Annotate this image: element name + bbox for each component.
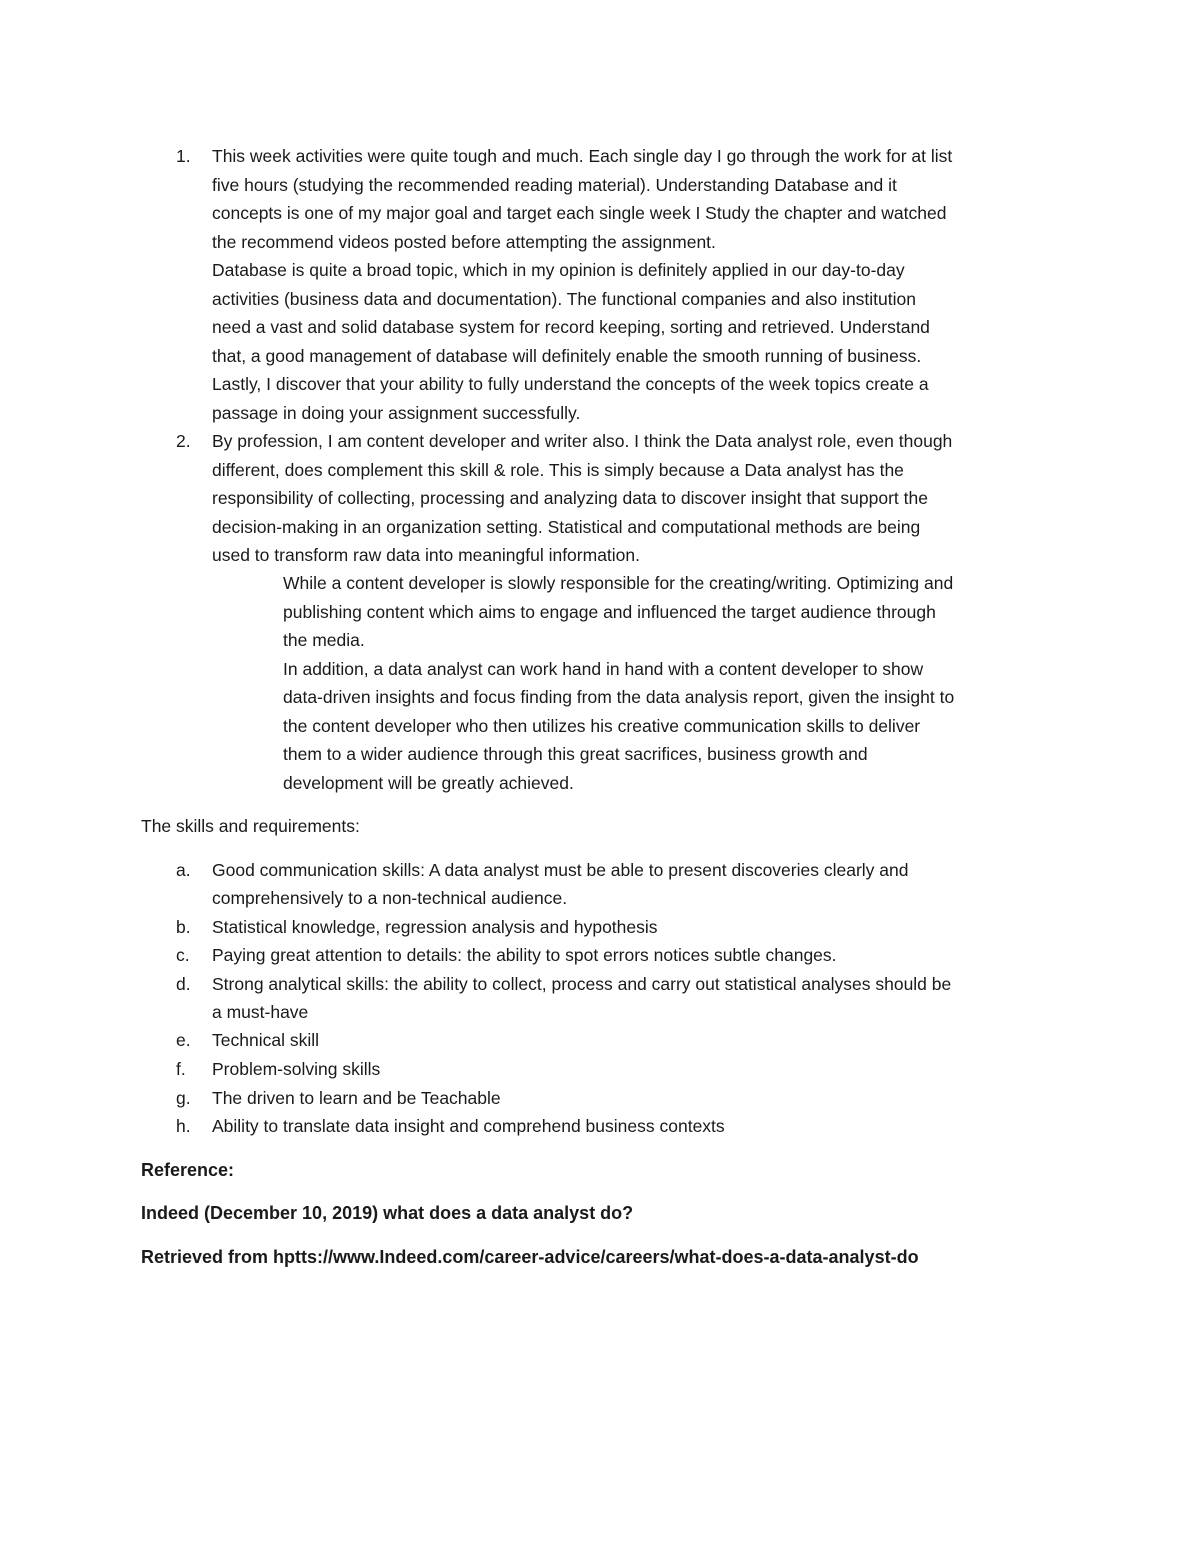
list-item-line: Technical skill: [212, 1030, 319, 1050]
list-item-line: Paying great attention to details: the ability to spot errors notices subtle changes.: [212, 945, 837, 965]
indented-paragraph-line: the content developer who then utilizes his creative communication skills to deliver: [283, 716, 921, 736]
paragraph-line: need a vast and solid database system for record keeping, sorting and retrieved. Understand: [212, 317, 930, 337]
indented-paragraph-line: them to a wider audience through this great sacrifices, business growth and: [283, 744, 868, 764]
list-item-line: Good communication skills: A data analyst must be able to present discoveries clearly and: [212, 860, 909, 880]
indented-paragraph-line: data-driven insights and focus finding from the data analysis report, given the insight to: [283, 687, 955, 707]
list-marker: g.: [176, 1088, 191, 1108]
indented-paragraph-line: development will be greatly achieved.: [283, 773, 574, 793]
list-item-line: Ability to translate data insight and comprehend business contexts: [212, 1116, 725, 1136]
list-marker: c.: [176, 945, 190, 965]
reference-citation: Indeed (December 10, 2019) what does a data analyst do?: [141, 1203, 634, 1223]
list-marker: f.: [176, 1059, 186, 1079]
paragraph-line: activities (business data and documentation). The functional companies and also institution: [212, 289, 916, 309]
list-item-line: Statistical knowledge, regression analysis and hypothesis: [212, 917, 658, 937]
reference-retrieved: Retrieved from hptts://www.Indeed.com/career-advice/careers/what-does-a-data-analyst-do: [141, 1247, 919, 1267]
indented-paragraph-line: In addition, a data analyst can work hand in hand with a content developer to show: [283, 659, 924, 679]
indented-paragraph-line: the media.: [283, 630, 365, 650]
section-heading: The skills and requirements:: [141, 816, 360, 836]
paragraph-line: that, a good management of database will definitely enable the smooth running of business.: [212, 346, 922, 366]
list-marker: a.: [176, 860, 191, 880]
paragraph-line: decision-making in an organization setting. Statistical and computational methods are being: [212, 517, 921, 537]
list-item-line: Strong analytical skills: the ability to collect, process and carry out statistical analyses should be: [212, 974, 952, 994]
list-item-line: comprehensively to a non-technical audience.: [212, 888, 568, 908]
paragraph-line: different, does complement this skill & role. This is simply because a Data analyst has the: [212, 460, 904, 480]
paragraph-line: the recommend videos posted before attempting the assignment.: [212, 232, 716, 252]
list-marker: h.: [176, 1116, 191, 1136]
paragraph-line: passage in doing your assignment successfully.: [212, 403, 581, 423]
list-item-line: Problem-solving skills: [212, 1059, 381, 1079]
list-marker: 1.: [176, 146, 191, 166]
paragraph-line: Database is quite a broad topic, which in my opinion is definitely applied in our day-to-day: [212, 260, 905, 280]
list-marker: e.: [176, 1030, 191, 1050]
paragraph-line: responsibility of collecting, processing and analyzing data to discover insight that support the: [212, 488, 928, 508]
list-marker: b.: [176, 917, 191, 937]
indented-paragraph-line: While a content developer is slowly responsible for the creating/writing. Optimizing and: [283, 573, 954, 593]
list-item-line: The driven to learn and be Teachable: [212, 1088, 501, 1108]
list-marker: 2.: [176, 431, 191, 451]
list-marker: d.: [176, 974, 191, 994]
list-item-line: a must-have: [212, 1002, 309, 1022]
paragraph-line: Lastly, I discover that your ability to fully understand the concepts of the week topics create a: [212, 374, 929, 394]
reference-heading: Reference:: [141, 1160, 235, 1180]
paragraph-line: This week activities were quite tough and much. Each single day I go through the work for at list: [212, 146, 953, 166]
paragraph-line: five hours (studying the recommended reading material). Understanding Database and it: [212, 175, 897, 195]
paragraph-line: used to transform raw data into meaningful information.: [212, 545, 640, 565]
indented-paragraph-line: publishing content which aims to engage and influenced the target audience through: [283, 602, 936, 622]
paragraph-line: By profession, I am content developer and writer also. I think the Data analyst role, even though: [212, 431, 953, 451]
paragraph-line: concepts is one of my major goal and target each single week I Study the chapter and watched: [212, 203, 947, 223]
